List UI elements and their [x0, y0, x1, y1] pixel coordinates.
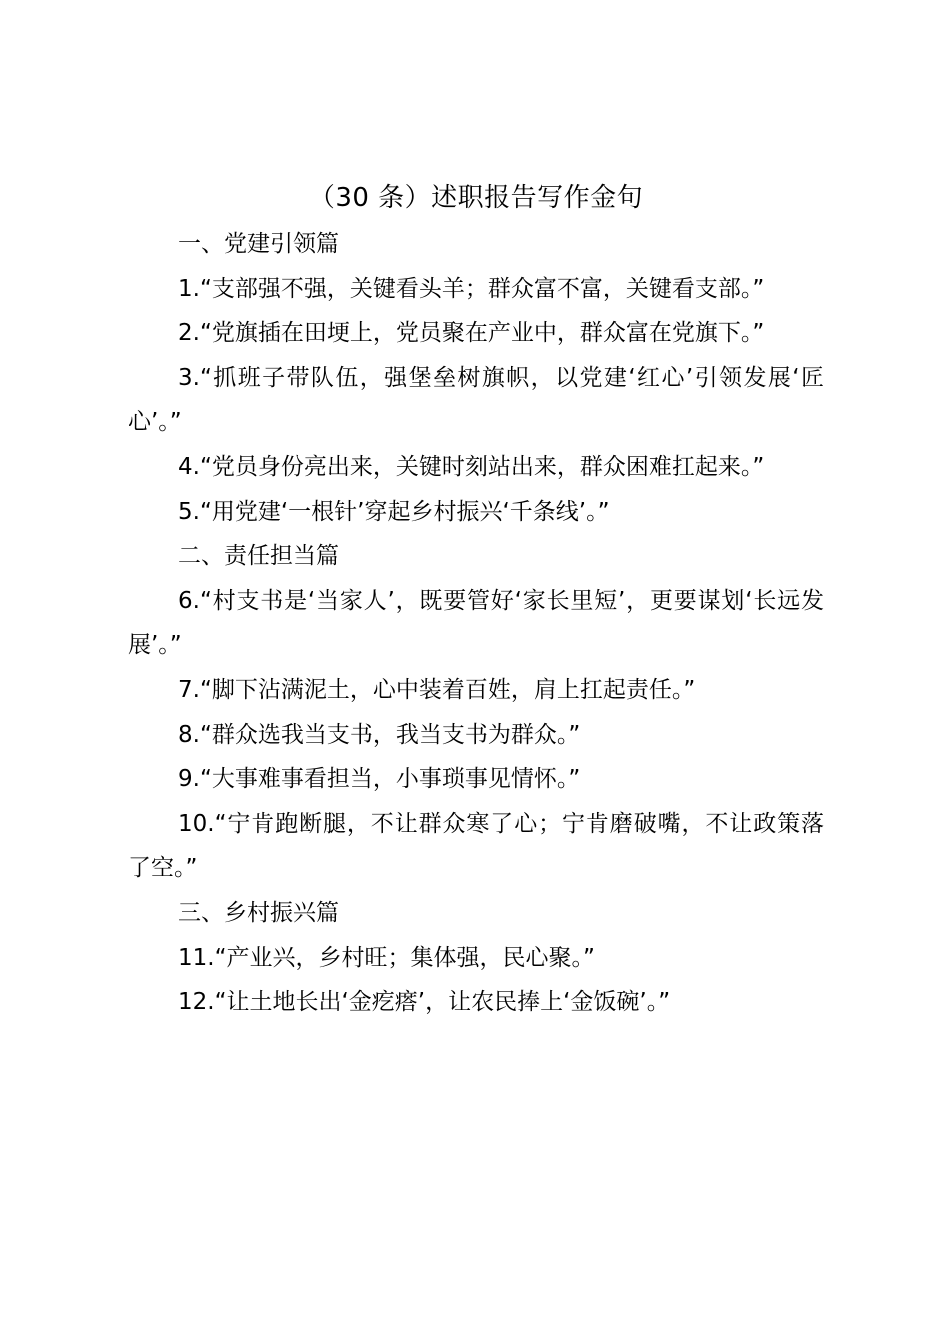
quote-item: 9.“大事难事看担当，小事琐事见情怀。”	[178, 766, 581, 793]
document-body	[128, 174, 824, 1025]
quote-item: 10.“宁肯跑断腿，不让群众寒了心；宁肯磨破嘴，不让政策落了空。”	[128, 810, 824, 882]
quote-item: 8.“群众选我当支书，我当支书为群众。”	[178, 721, 581, 748]
document-title: （30 条）述职报告写作金句	[308, 183, 644, 213]
quote-item: 12.“让土地长出‘金疙瘩’，让农民捧上‘金饭碗’。”	[178, 989, 671, 1016]
section-rural-revitalization	[128, 891, 824, 1025]
quote-item: 11.“产业兴，乡村旺；集体强，民心聚。”	[178, 944, 595, 971]
section-responsibility	[128, 534, 824, 891]
quote-item: 1.“支部强不强，关键看头羊；群众富不富，关键看支部。”	[178, 275, 765, 302]
section-party-building	[128, 222, 824, 534]
section-heading: 三、乡村振兴篇	[178, 899, 339, 926]
quote-item: 7.“脚下沾满泥土，心中装着百姓，肩上扛起责任。”	[178, 676, 696, 703]
section-heading: 一、党建引领篇	[178, 231, 339, 257]
quote-item: 3.“抓班子带队伍，强堡垒树旗帜，以党建‘红心’引领发展‘匠心’。”	[128, 364, 824, 436]
quote-item: 5.“用党建‘一根针’穿起乡村振兴‘千条线’。”	[178, 498, 610, 525]
section-heading: 二、责任担当篇	[178, 543, 339, 570]
quote-item: 2.“党旗插在田埂上，党员聚在产业中，群众富在党旗下。”	[178, 320, 765, 347]
quote-item: 4.“党员身份亮出来，关键时刻站出来，群众困难扛起来。”	[178, 453, 765, 480]
quote-item: 6.“村支书是‘当家人’，既要管好‘家长里短’，更要谋划‘长远发展’。”	[128, 587, 824, 659]
